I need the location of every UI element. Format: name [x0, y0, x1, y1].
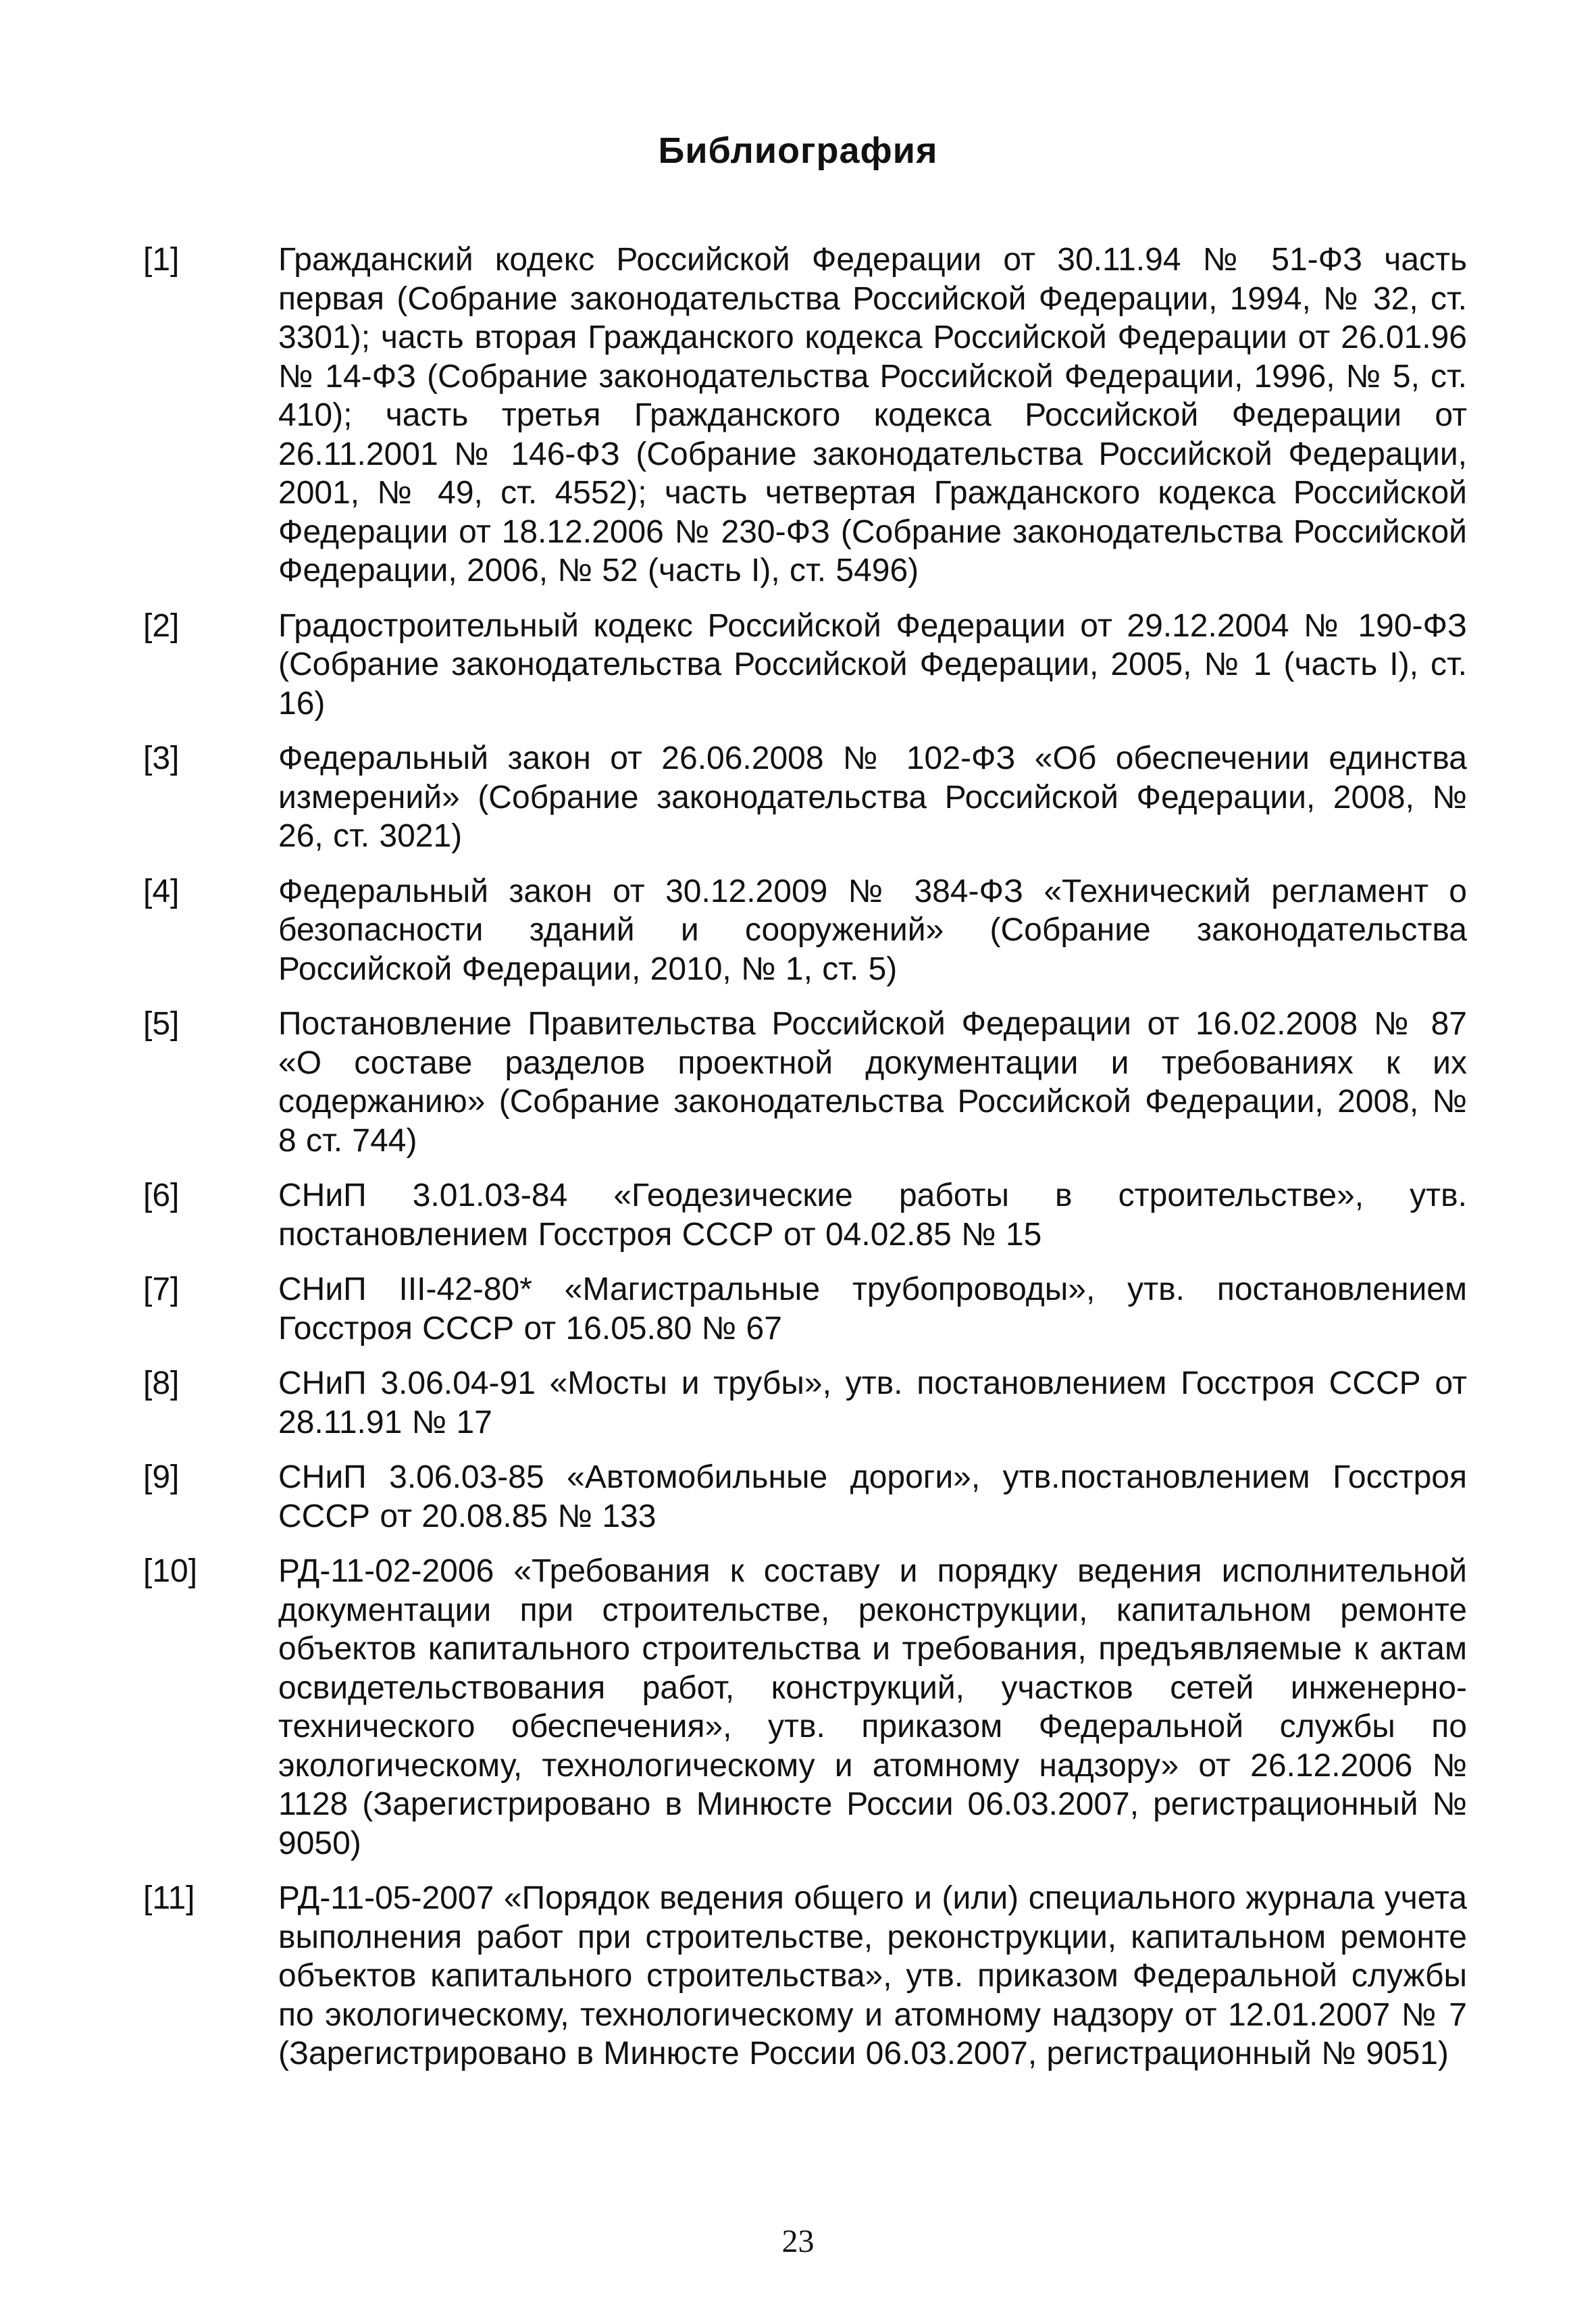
entry-number: [11]	[143, 1880, 195, 1916]
entry-number: [1]	[143, 242, 180, 278]
bibliography-entry	[143, 1552, 1467, 1863]
entry-text: СНиП 3.06.04-91 «Мосты и трубы», утв. постановлением Госстроя СССР от 28.11.91 № 17	[278, 1365, 1467, 1440]
bibliography-entry	[143, 1005, 1467, 1160]
page-number: 23	[781, 2223, 815, 2259]
bibliography-entry	[143, 1270, 1467, 1348]
page-title: Библиография	[658, 130, 938, 171]
entry-number: [2]	[143, 607, 180, 644]
bibliography-entry	[143, 241, 1467, 590]
entry-text: СНиП 3.01.03-84 «Геодезические работы в строительстве», утв. постановлением Госстроя СССР от 04.02.85 № 15	[278, 1178, 1467, 1253]
bibliography-list	[143, 241, 1467, 2090]
bibliography-entry	[143, 1879, 1467, 2073]
entry-text: РД-11-05-2007 «Порядок ведения общего и (или) специального журнала учета выполнения работ при строительстве, реконструкции, капитальном ремонте объектов капитального строительства», утв. приказом Федеральной службы по экологическому, технологическому и атомному надзору от 12.01.2007 № 7 (Зарегистрировано в Минюсте России 06.03.2007, регистрационный № 9051)	[278, 1880, 1467, 2071]
entry-number: [7]	[143, 1272, 180, 1307]
bibliography-entry	[143, 1458, 1467, 1536]
entry-text: Федеральный закон от 30.12.2009 № 384-ФЗ «Технический регламент о безопасности зданий и сооружений» (Собрание законодательства Российской Федерации, 2010, № 1, ст. 5)	[278, 873, 1467, 987]
entry-text: СНиП III-42-80* «Магистральные трубопроводы», утв. постановлением Госстроя СССР от 16.05.80 № 67	[278, 1272, 1467, 1347]
entry-text: Федеральный закон от 26.06.2008 № 102-ФЗ «Об обеспечении единства измерений» (Собрание законодательства Российской Федерации, 2008, № 26, ст. 3021)	[278, 740, 1467, 854]
entry-text: Гражданский кодекс Российской Федерации от 30.11.94 № 51-ФЗ часть первая (Собрание законодательства Российской Федерации, 1994, № 32, ст. 3301); часть вторая Гражданского кодекса Российской Федерации от 26.01.96 № 14-ФЗ (Собрание законодательства Российской Федерации, 1996, № 5, ст. 410); часть третья Гражданского кодекса Российской Федерации от 26.11.2001 № 146-ФЗ (Собрание законодательства Российской Федерации, 2001, № 49, ст. 4552); часть четвертая Гражданского кодекса Российской Федерации от 18.12.2006 № 230-ФЗ (Собрание законодательства Российской Федерации, 2006, № 52 (часть I), ст. 5496)	[278, 242, 1467, 588]
bibliography-entry	[143, 872, 1467, 989]
entry-number: [4]	[143, 873, 180, 909]
entry-number: [6]	[143, 1178, 180, 1213]
bibliography-entry	[143, 1364, 1467, 1442]
entry-number: [8]	[143, 1365, 180, 1401]
bibliography-entry	[143, 739, 1467, 856]
entry-number: [5]	[143, 1006, 180, 1042]
entry-text: РД-11-02-2006 «Требования к составу и порядку ведения исполнительной документации при строительстве, реконструкции, капитальном ремонте объектов капитального строительства и требования, предъявляемые к актам освидетельствования работ, конструкций, участков сетей инженерно-технического обеспечения», утв. приказом Федеральной службы по экологическому, технологическому и атомному надзору» от 26.12.2006 № 1128 (Зарегистрировано в Минюсте России 06.03.2007, регистрационный № 9050)	[278, 1553, 1467, 1861]
entry-text: Постановление Правительства Российской Федерации от 16.02.2008 № 87 «О составе разделов проектной документации и требованиях к их содержанию» (Собрание законодательства Российской Федерации, 2008, № 8 ст. 744)	[278, 1006, 1467, 1159]
bibliography-entry	[143, 607, 1467, 724]
entry-text: СНиП 3.06.03-85 «Автомобильные дороги», утв.постановлением Госстроя СССР от 20.08.85 № 133	[278, 1459, 1467, 1534]
bibliography-entry	[143, 1176, 1467, 1254]
entry-number: [9]	[143, 1459, 180, 1495]
entry-text: Градостроительный кодекс Российской Федерации от 29.12.2004 № 190-ФЗ (Собрание законодательства Российской Федерации, 2005, № 1 (часть I), ст. 16)	[278, 607, 1467, 722]
entry-number: [10]	[143, 1553, 198, 1589]
entry-number: [3]	[143, 740, 180, 776]
